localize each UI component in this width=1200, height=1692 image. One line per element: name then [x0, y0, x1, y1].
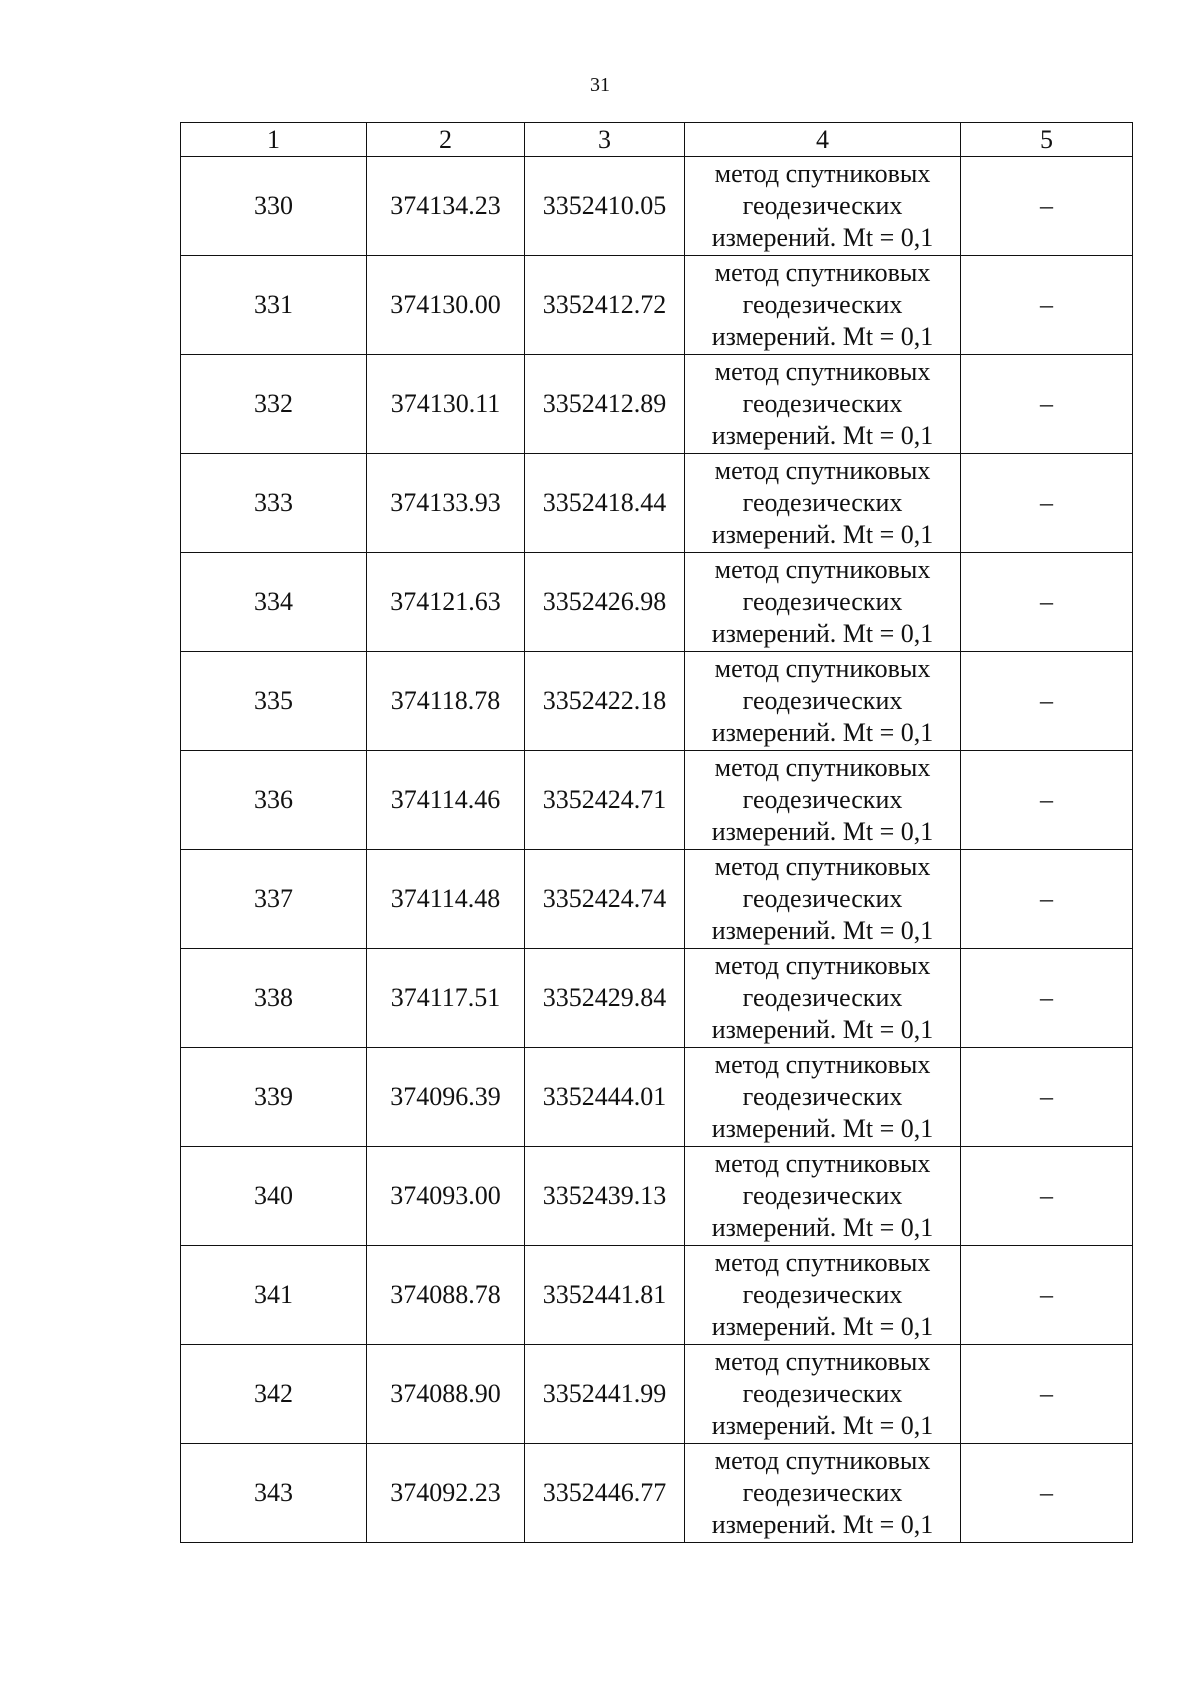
point-number-cell: 336	[181, 751, 367, 850]
point-number-cell: 330	[181, 157, 367, 256]
table-row	[181, 850, 1133, 949]
point-number-cell: 332	[181, 355, 367, 454]
table-row	[181, 1048, 1133, 1147]
x-coordinate-cell: 374114.46	[367, 751, 525, 850]
x-coordinate-cell: 374118.78	[367, 652, 525, 751]
y-coordinate-cell: 3352441.99	[525, 1345, 685, 1444]
point-number-cell: 338	[181, 949, 367, 1048]
method-cell: метод спутниковых геодезических измерений. Mt = 0,1	[685, 157, 961, 256]
table-row	[181, 1147, 1133, 1246]
point-number-cell: 331	[181, 256, 367, 355]
table-row	[181, 652, 1133, 751]
header-row	[181, 123, 1133, 157]
table-header	[181, 123, 1133, 157]
note-cell: –	[961, 1048, 1133, 1147]
y-coordinate-cell: 3352424.74	[525, 850, 685, 949]
x-coordinate-cell: 374117.51	[367, 949, 525, 1048]
x-coordinate-cell: 374092.23	[367, 1444, 525, 1543]
table-row	[181, 1444, 1133, 1543]
y-coordinate-cell: 3352429.84	[525, 949, 685, 1048]
x-coordinate-cell: 374096.39	[367, 1048, 525, 1147]
method-cell: метод спутниковых геодезических измерений. Mt = 0,1	[685, 652, 961, 751]
point-number-cell: 335	[181, 652, 367, 751]
point-number-cell: 339	[181, 1048, 367, 1147]
point-number-cell: 337	[181, 850, 367, 949]
table-row	[181, 553, 1133, 652]
point-number-cell: 342	[181, 1345, 367, 1444]
method-cell: метод спутниковых геодезических измерений. Mt = 0,1	[685, 256, 961, 355]
x-coordinate-cell: 374133.93	[367, 454, 525, 553]
note-cell: –	[961, 850, 1133, 949]
method-cell: метод спутниковых геодезических измерений. Mt = 0,1	[685, 1246, 961, 1345]
table-row	[181, 355, 1133, 454]
coordinates-table	[180, 122, 1133, 1543]
method-cell: метод спутниковых геодезических измерений. Mt = 0,1	[685, 1147, 961, 1246]
method-cell: метод спутниковых геодезических измерений. Mt = 0,1	[685, 850, 961, 949]
point-number-cell: 334	[181, 553, 367, 652]
table-row	[181, 454, 1133, 553]
method-cell: метод спутниковых геодезических измерений. Mt = 0,1	[685, 553, 961, 652]
y-coordinate-cell: 3352441.81	[525, 1246, 685, 1345]
x-coordinate-cell: 374121.63	[367, 553, 525, 652]
note-cell: –	[961, 454, 1133, 553]
y-coordinate-cell: 3352439.13	[525, 1147, 685, 1246]
header-cell-5: 5	[961, 123, 1133, 157]
point-number-cell: 340	[181, 1147, 367, 1246]
method-cell: метод спутниковых геодезических измерений. Mt = 0,1	[685, 949, 961, 1048]
x-coordinate-cell: 374114.48	[367, 850, 525, 949]
y-coordinate-cell: 3352424.71	[525, 751, 685, 850]
x-coordinate-cell: 374093.00	[367, 1147, 525, 1246]
x-coordinate-cell: 374088.90	[367, 1345, 525, 1444]
note-cell: –	[961, 355, 1133, 454]
point-number-cell: 341	[181, 1246, 367, 1345]
y-coordinate-cell: 3352418.44	[525, 454, 685, 553]
note-cell: –	[961, 751, 1133, 850]
y-coordinate-cell: 3352446.77	[525, 1444, 685, 1543]
note-cell: –	[961, 1147, 1133, 1246]
y-coordinate-cell: 3352412.72	[525, 256, 685, 355]
method-cell: метод спутниковых геодезических измерений. Mt = 0,1	[685, 355, 961, 454]
method-cell: метод спутниковых геодезических измерений. Mt = 0,1	[685, 454, 961, 553]
table-body	[181, 157, 1133, 1543]
note-cell: –	[961, 157, 1133, 256]
point-number-cell: 343	[181, 1444, 367, 1543]
table-row	[181, 751, 1133, 850]
x-coordinate-cell: 374088.78	[367, 1246, 525, 1345]
note-cell: –	[961, 1246, 1133, 1345]
header-cell-1: 1	[181, 123, 367, 157]
table-row	[181, 256, 1133, 355]
y-coordinate-cell: 3352410.05	[525, 157, 685, 256]
y-coordinate-cell: 3352412.89	[525, 355, 685, 454]
y-coordinate-cell: 3352444.01	[525, 1048, 685, 1147]
note-cell: –	[961, 553, 1133, 652]
table-row	[181, 1246, 1133, 1345]
note-cell: –	[961, 1444, 1133, 1543]
y-coordinate-cell: 3352422.18	[525, 652, 685, 751]
method-cell: метод спутниковых геодезических измерений. Mt = 0,1	[685, 751, 961, 850]
note-cell: –	[961, 1345, 1133, 1444]
point-number-cell: 333	[181, 454, 367, 553]
method-cell: метод спутниковых геодезических измерений. Mt = 0,1	[685, 1345, 961, 1444]
x-coordinate-cell: 374134.23	[367, 157, 525, 256]
table-row	[181, 157, 1133, 256]
method-cell: метод спутниковых геодезических измерений. Mt = 0,1	[685, 1444, 961, 1543]
note-cell: –	[961, 256, 1133, 355]
y-coordinate-cell: 3352426.98	[525, 553, 685, 652]
page-number: 31	[590, 74, 610, 96]
header-cell-2: 2	[367, 123, 525, 157]
table-row	[181, 949, 1133, 1048]
note-cell: –	[961, 949, 1133, 1048]
note-cell: –	[961, 652, 1133, 751]
header-cell-4: 4	[685, 123, 961, 157]
x-coordinate-cell: 374130.11	[367, 355, 525, 454]
x-coordinate-cell: 374130.00	[367, 256, 525, 355]
table-row	[181, 1345, 1133, 1444]
header-cell-3: 3	[525, 123, 685, 157]
method-cell: метод спутниковых геодезических измерений. Mt = 0,1	[685, 1048, 961, 1147]
